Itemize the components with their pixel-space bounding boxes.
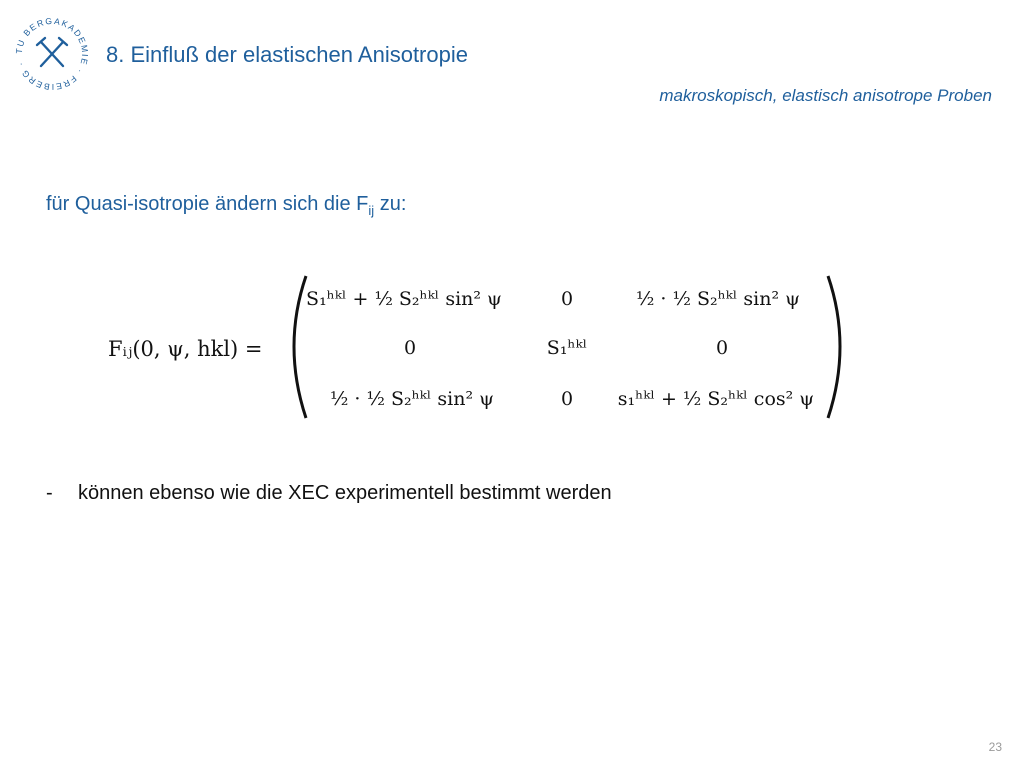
intro-suffix: zu: (374, 193, 407, 215)
university-logo (12, 14, 92, 94)
matrix-cell-3-3: s₁ʰᵏˡ + ½ S₂ʰᵏˡ cos² ψ (617, 388, 815, 410)
matrix-cell-3-1: ½ · ½ S₂ʰᵏˡ sin² ψ (329, 388, 495, 410)
page-number: 23 (988, 740, 1002, 754)
intro-main: für Quasi-isotropie ändern sich die F (46, 193, 369, 215)
matrix-cell-1-2: 0 (560, 288, 574, 310)
bullet-dash: - (46, 482, 53, 504)
matrix-cell-2-1: 0 (403, 337, 417, 359)
matrix-cell-2-2: S₁ʰᵏˡ (546, 337, 588, 359)
left-parenthesis (294, 276, 306, 418)
matrix-cell-3-2: 0 (560, 388, 574, 410)
right-parenthesis (828, 276, 840, 418)
matrix-cell-1-1: S₁ʰᵏˡ + ½ S₂ʰᵏˡ sin² ψ (306, 288, 502, 310)
logo-ring-text: TU BERGAKADEMIE · FREIBERG · (13, 15, 91, 93)
slide-title: 8. Einfluß der elastischen Anisotropie (106, 42, 468, 67)
formula-lhs: Fᵢⱼ(0, ψ, hkl) = (108, 337, 263, 361)
bullet-text: können ebenso wie die XEC experimentell bestimmt werden (78, 482, 612, 504)
slide-subtitle: makroskopisch, elastisch anisotrope Proben (659, 86, 992, 105)
matrix-cell-1-3: ½ · ½ S₂ʰᵏˡ sin² ψ (635, 288, 801, 310)
intro-text (46, 193, 406, 218)
intro-subscript: ij (368, 203, 375, 218)
hammer-pick-icon (37, 38, 67, 66)
matrix-cell-2-3: 0 (715, 337, 729, 359)
bullet-item (46, 482, 612, 505)
